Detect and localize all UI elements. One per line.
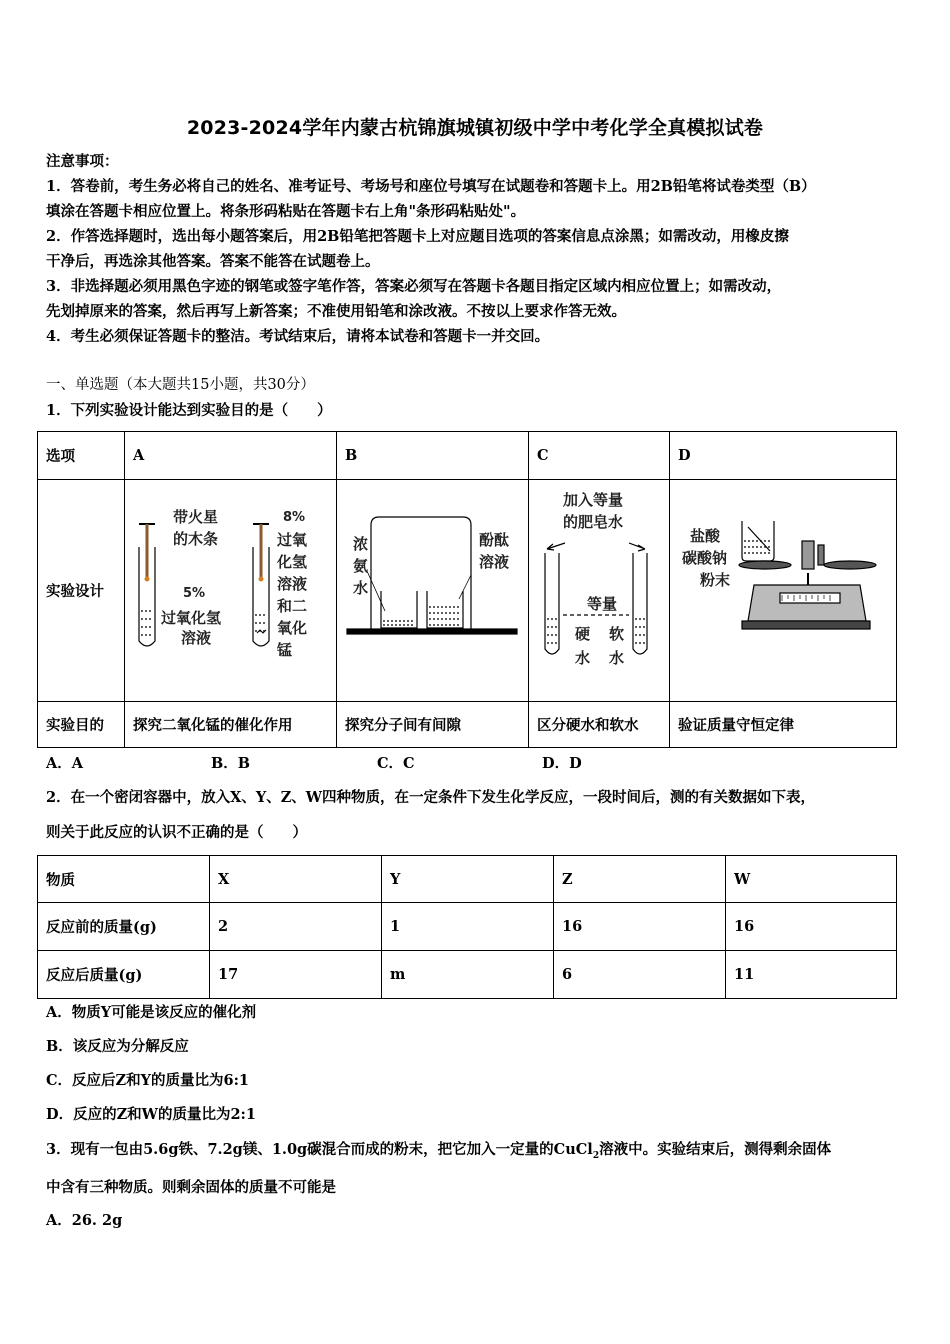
question-3-stem: 中含有三种物质。则剩余固体的质量不可能是 — [46, 1179, 336, 1196]
option-a[interactable]: A．A — [46, 755, 84, 772]
test-tubes-figure — [125, 481, 336, 701]
question-3-stem-part: 3．现有一包由5.6g铁、7.2g镁、1.0g碳混合而成的粉末，把它加入一定量的CuCl — [46, 1141, 593, 1158]
question-1-stem: 1．下列实验设计能达到实验目的是（ ） — [46, 402, 332, 419]
purpose-cell: 探究分子间有间隙 — [337, 702, 529, 748]
label-text: 浓 — [353, 534, 369, 553]
table-cell: 16 — [726, 903, 897, 951]
table-cell: 17 — [210, 951, 382, 999]
table-cell: 2 — [210, 903, 382, 951]
question-1-table — [37, 431, 897, 748]
table-cell: 反应后质量(g) — [38, 951, 210, 999]
label-text: 的肥皂水 — [563, 512, 624, 531]
table-header-cell: 选项 — [38, 432, 125, 480]
bell-jar-figure — [337, 481, 528, 701]
label-text: 溶液 — [479, 552, 510, 571]
option-b[interactable]: B．该反应为分解反应 — [46, 1038, 189, 1055]
label-text: 溶液 — [277, 574, 308, 593]
subscript: 2 — [592, 1150, 600, 1161]
table-row — [38, 951, 897, 999]
table-cell: 11 — [726, 951, 897, 999]
soap-water-figure — [529, 481, 669, 701]
notice-line: 3．非选择题必须用黑色字迹的钢笔或签字笔作答，答案必须写在答题卡各题目指定区域内相应位置上；如需改动， — [46, 278, 782, 295]
option-d[interactable]: D．D — [542, 755, 582, 772]
label-text: 8% — [283, 509, 306, 525]
label-text: 过氧 — [277, 530, 308, 549]
table-cell: 1 — [382, 903, 554, 951]
figure-a-cell — [125, 480, 337, 702]
label-text: 5% — [183, 585, 206, 601]
label-text: 氨 — [353, 556, 369, 575]
notice-heading: 注意事项： — [46, 153, 119, 170]
table-header-cell: B — [337, 432, 529, 480]
label-text: 水 — [353, 578, 369, 597]
label-text: 水 — [575, 648, 591, 667]
notice-line: 2．作答选择题时，选出每小题答案后，用2B铅笔把答题卡上对应题目选项的答案信息点涂黑；如需改动，用橡皮擦 — [46, 228, 789, 245]
table-header-cell: Z — [554, 856, 726, 903]
table-header-cell: D — [670, 432, 897, 480]
label-text: 和二 — [277, 596, 308, 615]
notice-line: 干净后，再选涂其他答案。答案不能答在试题卷上。 — [46, 253, 380, 270]
row-label-purpose: 实验目的 — [38, 702, 125, 748]
question-3-stem — [46, 1137, 908, 1169]
purpose-cell: 探究二氧化锰的催化作用 — [125, 702, 337, 748]
notice-line: 4．考生必须保证答题卡的整洁。考试结束后，请将本试卷和答题卡一并交回。 — [46, 328, 550, 345]
table-header-cell: C — [529, 432, 670, 480]
figure-c-cell — [529, 480, 670, 702]
row-label-design: 实验设计 — [38, 480, 125, 702]
table-cell: m — [382, 951, 554, 999]
page-title: 2023-2024学年内蒙古杭锦旗城镇初级中学中考化学全真模拟试卷 — [186, 117, 764, 139]
label-text: 加入等量 — [563, 490, 624, 509]
option-a[interactable]: A．物质Y可能是该反应的催化剂 — [46, 1004, 257, 1021]
notice-line: 1．答卷前，考生务必将自己的姓名、准考证号、考场号和座位号填写在试题卷和答题卡上。用2B铅笔将试卷类型（B） — [46, 178, 816, 195]
question-3-stem-part: 溶液中。实验结束后，测得剩余固体 — [599, 1141, 832, 1158]
purpose-cell: 验证质量守恒定律 — [670, 702, 897, 748]
label-text: 软 — [609, 624, 625, 643]
table-header-cell: A — [125, 432, 337, 480]
label-text: 溶液 — [181, 628, 212, 647]
label-text: 锰 — [277, 640, 293, 659]
label-text: 酚酞 — [479, 530, 510, 549]
table-cell: 16 — [554, 903, 726, 951]
label-text: 水 — [609, 648, 625, 667]
table-row — [38, 903, 897, 951]
option-b[interactable]: B．B — [211, 755, 251, 772]
question-2-table — [37, 855, 897, 999]
table-header-cell: W — [726, 856, 897, 903]
option-c[interactable]: C．C — [377, 755, 415, 772]
label-text: 过氧化氢 — [161, 608, 222, 627]
label-text: 的木条 — [173, 529, 219, 548]
figure-d-cell — [670, 480, 897, 702]
option-c[interactable]: C．反应后Z和Y的质量比为6:1 — [46, 1072, 250, 1089]
label-text: 带火星 — [173, 507, 219, 526]
section-heading: 一、单选题（本大题共15小题，共30分） — [46, 377, 315, 393]
label-text: 等量 — [587, 594, 618, 613]
table-cell: 6 — [554, 951, 726, 999]
figure-b-cell — [337, 480, 529, 702]
glowing-splint-icon — [145, 576, 150, 581]
notice-line: 填涂在答题卡相应位置上。将条形码粘贴在答题卡右上角"条形码粘贴处"。 — [46, 203, 526, 220]
table-header-cell: 物质 — [38, 856, 210, 903]
glowing-splint-icon — [259, 576, 264, 581]
question-2-stem: 则关于此反应的认识不正确的是（ ） — [46, 824, 307, 841]
question-2-stem: 2．在一个密闭容器中，放入X、Y、Z、W四种物质，在一定条件下发生化学反应，一段时间后，测的有关数据如下表， — [46, 789, 816, 806]
label-text: 化氢 — [277, 552, 308, 571]
table-cell: 反应前的质量(g) — [38, 903, 210, 951]
label-text: 碳酸钠 — [682, 548, 728, 567]
label-text: 盐酸 — [690, 526, 721, 545]
balance-figure — [670, 481, 894, 701]
option-d[interactable]: D．反应的Z和W的质量比为2:1 — [46, 1106, 256, 1123]
label-text: 氧化 — [277, 618, 308, 637]
label-text: 粉末 — [700, 570, 731, 589]
label-text: 硬 — [575, 624, 591, 643]
purpose-cell: 区分硬水和软水 — [529, 702, 670, 748]
table-header-cell: X — [210, 856, 382, 903]
notice-line: 先划掉原来的答案，然后再写上新答案；不准使用铅笔和涂改液。不按以上要求作答无效。 — [46, 303, 626, 320]
table-header-cell: Y — [382, 856, 554, 903]
option-a[interactable]: A．26. 2g — [46, 1212, 123, 1229]
